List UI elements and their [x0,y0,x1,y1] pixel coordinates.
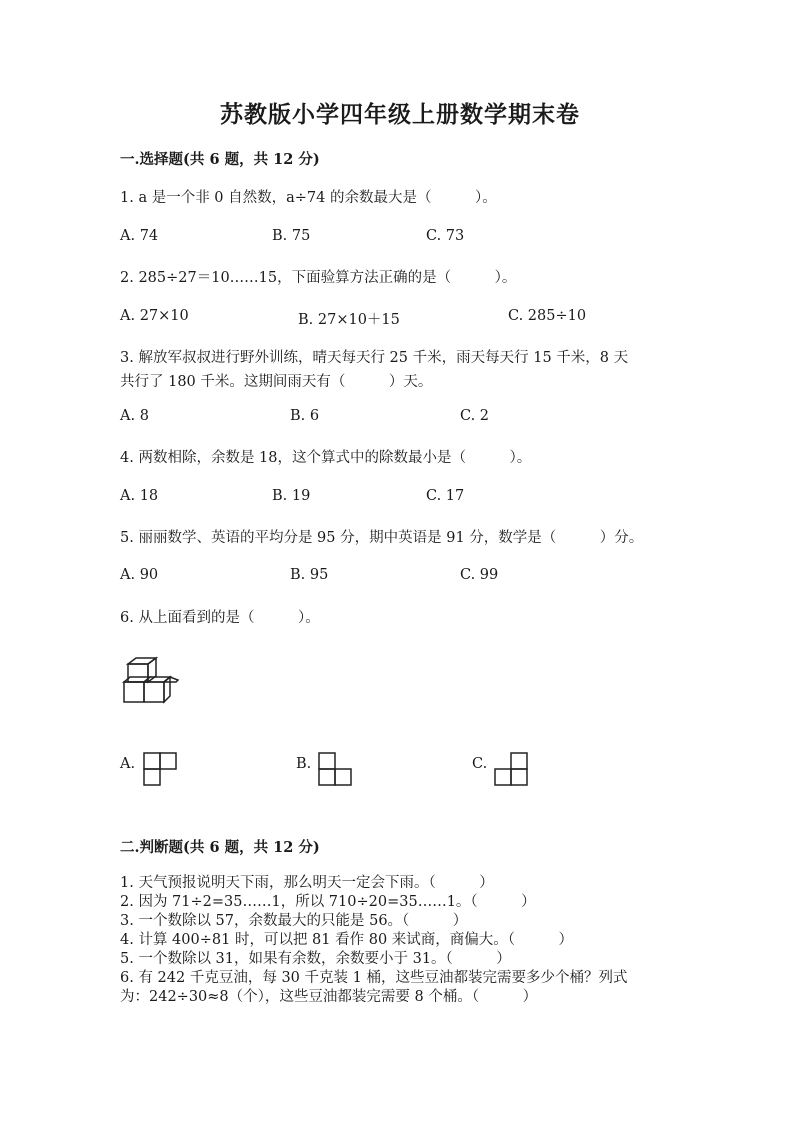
judge-item-3: 3. 一个数除以 57，余数最大的只能是 56。（ ） [120,913,468,929]
q5-option-b: B. 95 [290,567,329,583]
q1-option-b: B. 75 [272,228,311,244]
question-3-line-2: 共行了 180 千米。这期间雨天有（ ）天。 [120,374,433,390]
q1-option-a: A. 74 [120,228,159,244]
section-2-heading: 二.判断题(共 6 题，共 12 分) [120,839,320,856]
option-a-figure [143,752,179,788]
q4-option-a: A. 18 [120,488,159,504]
judge-item-2: 2. 因为 71÷2=35……1，所以 710÷20=35……1。（ ） [120,894,536,910]
judge-item-6-line-2: 为：242÷30≈8（个），这些豆油都装完需要 8 个桶。（ ） [120,989,538,1005]
q5-option-c: C. 99 [460,567,499,583]
q4-option-b: B. 19 [272,488,311,504]
q3-option-c: C. 2 [460,408,490,424]
question-3-line-1: 3. 解放军叔叔进行野外训练，晴天每天行 25 千米，雨天每天行 15 千米，8 天 [120,350,629,366]
judge-item-5: 5. 一个数除以 31，如果有余数，余数要小于 31。（ ） [120,951,511,967]
question-5: 5. 丽丽数学、英语的平均分是 95 分，期中英语是 91 分，数学是（ ）分。 [120,530,644,546]
q5-option-a: A. 90 [120,567,159,583]
judge-item-6-line-1: 6. 有 242 千克豆油，每 30 千克装 1 桶，这些豆油都装完需要多少个桶？列式 [120,970,628,986]
cube-stack-figure [120,658,182,706]
q4-option-c: C. 17 [426,488,465,504]
question-2: 2. 285÷27＝10……15，下面验算方法正确的是（ ）。 [120,270,517,286]
q6-option-b: B. [296,756,312,772]
judge-item-1: 1. 天气预报说明天下雨，那么明天一定会下雨。（ ） [120,875,494,891]
option-c-figure [494,752,530,788]
question-4: 4. 两数相除，余数是 18，这个算式中的除数最小是（ ）。 [120,450,532,466]
judge-item-4: 4. 计算 400÷81 时，可以把 81 看作 80 来试商，商偏大。（ ） [120,932,574,948]
option-b-figure [318,752,354,788]
cube-front-face [128,664,148,682]
exam-title: 苏教版小学四年级上册数学期末卷 [220,101,580,128]
q2-option-c: C. 285÷10 [508,308,587,324]
section-1-heading: 一.选择题(共 6 题，共 12 分) [120,151,320,168]
cube-front-face-3 [144,682,164,702]
q3-option-b: B. 6 [290,408,320,424]
question-6: 6. 从上面看到的是（ ）。 [120,610,320,626]
q2-option-b: B. 27×10＋15 [298,312,400,328]
q1-option-c: C. 73 [426,228,465,244]
question-1: 1. a 是一个非 0 自然数，a÷74 的余数最大是（ ）。 [120,190,497,206]
q2-option-a: A. 27×10 [120,308,189,324]
q3-option-a: A. 8 [120,408,149,424]
q6-option-a: A. [120,756,136,772]
cube-front-face-2 [124,682,144,702]
q6-option-c: C. [472,756,488,772]
